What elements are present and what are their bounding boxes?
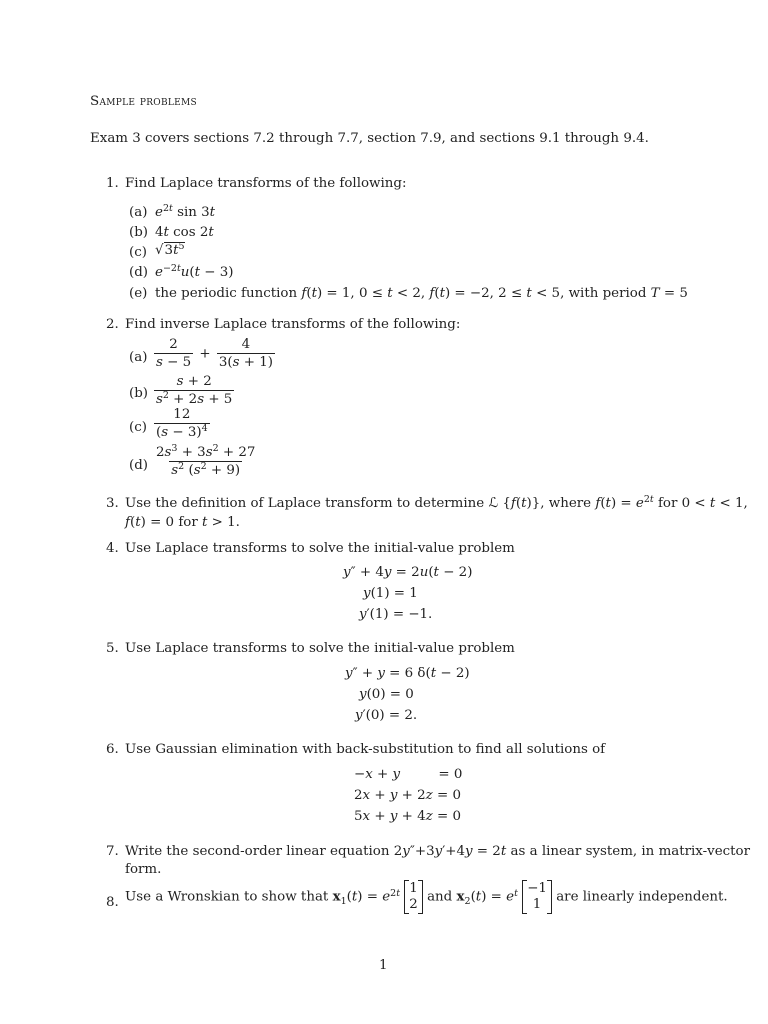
problem-7-text-line2: form. bbox=[125, 862, 162, 877]
problem-4-equations: y″ + 4y = 2u(t − 2) y(1) = 1 y′(1) = −1. bbox=[343, 565, 473, 622]
problem-2-number: 2. bbox=[106, 317, 119, 332]
problem-1c-math: $√3t^5$ bbox=[155, 241, 185, 258]
problem-2c-math: $\frac{12}{(s - 3)^4}$ bbox=[156, 407, 208, 441]
problem-2c-label: (c) bbox=[129, 420, 147, 435]
problem-3-text-line2: f(t) = 0 for t > 1. bbox=[125, 515, 240, 530]
problem-2a-math: $\frac{2}{s - 5}$ + $\frac{4}{3(s + 1)}$ bbox=[156, 337, 273, 371]
problem-1e-label: (e) bbox=[129, 286, 148, 301]
problem-3-number: 3. bbox=[106, 496, 119, 511]
page-title: Sample problems bbox=[90, 94, 197, 109]
intro-paragraph: Exam 3 covers sections 7.2 through 7.7, section 7.9, and sections 9.1 through 9.4. bbox=[90, 131, 649, 146]
problem-1b-label: (b) bbox=[129, 225, 149, 240]
problem-4-number: 4. bbox=[106, 541, 119, 556]
problem-2d-math: $\frac{2s^3 + 3s^2 + 27}{s^2 (s^2 + 9)}$ bbox=[156, 443, 256, 479]
problem-7-text: Write the second-order linear equation 2y″+3y′+4y = 2t as a linear system, in matrix-vector bbox=[125, 844, 750, 859]
problem-6-text: Use Gaussian elimination with back-substitution to find all solutions of bbox=[125, 742, 606, 757]
vector-x1: 1 2 bbox=[404, 880, 423, 914]
problem-5-number: 5. bbox=[106, 641, 119, 656]
problem-2b-math: $\frac{s + 2}{s^2 + 2s + 5}$ bbox=[156, 374, 233, 408]
problem-8-text: Use a Wronskian to show that $x_1(t) = e^{2t}$ 1 2 and $x_2(t) = e^t$ −1 1 are linearly independent. bbox=[125, 881, 728, 912]
problem-7-number: 7. bbox=[106, 844, 119, 859]
problem-1e-math: the periodic function f(t) = 1, 0 ≤ t < 2, f(t) = −2, 2 ≤ t < 5, with period T = 5 bbox=[155, 286, 688, 301]
problem-2-text: Find inverse Laplace transforms of the following: bbox=[125, 317, 461, 332]
problem-6-equations: −x + y = 0 2x + y + 2z = 0 5x + y + 4z = 0 bbox=[354, 767, 463, 824]
problem-1d-math: $e^{-2t}u(t - 3)$ bbox=[155, 263, 234, 280]
problem-4-text: Use Laplace transforms to solve the initial-value problem bbox=[125, 541, 515, 556]
problem-2d-label: (d) bbox=[129, 458, 149, 473]
problem-8-number: 8. bbox=[106, 895, 119, 910]
problem-1-number: 1. bbox=[106, 176, 119, 191]
problem-1c-label: (c) bbox=[129, 245, 147, 260]
vector-x2: −1 1 bbox=[522, 880, 552, 914]
problem-1-text: Find Laplace transforms of the following: bbox=[125, 176, 407, 191]
problem-6-number: 6. bbox=[106, 742, 119, 757]
problem-5-equations: y″ + y = 6 δ(t − 2) y(0) = 0 y′(0) = 2. bbox=[345, 666, 470, 723]
problem-1d-label: (d) bbox=[129, 265, 149, 280]
page-number: 1 bbox=[379, 958, 388, 973]
problem-5-text: Use Laplace transforms to solve the initial-value problem bbox=[125, 641, 515, 656]
problem-1b-math: 4t cos 2t bbox=[155, 225, 214, 240]
problem-2b-label: (b) bbox=[129, 386, 149, 401]
problem-1a-label: (a) bbox=[129, 205, 148, 220]
problem-1a-math: $e^{2t}$ sin 3t bbox=[155, 203, 216, 220]
problem-2a-label: (a) bbox=[129, 350, 148, 365]
problem-3-text: Use the definition of Laplace transform to determine ℒ {f(t)}, where $f(t) = e^{2t}$ for 0 < t < 1, bbox=[125, 494, 748, 511]
